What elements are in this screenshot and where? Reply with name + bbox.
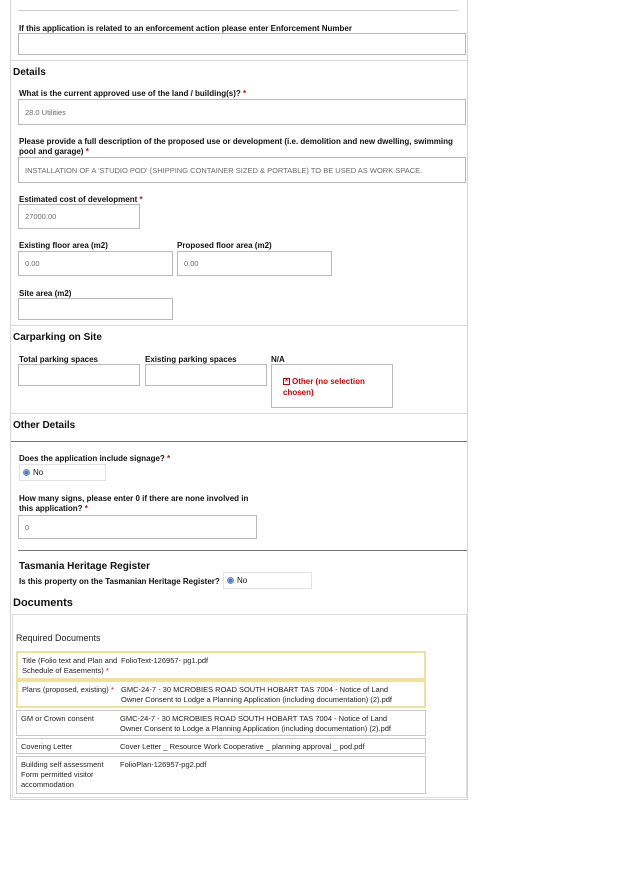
divider bbox=[11, 325, 467, 326]
enforcement-label: If this application is related to an enforcement action please enter Enforcement Number bbox=[19, 24, 352, 33]
na-label: N/A bbox=[271, 355, 285, 364]
enforcement-number-input[interactable] bbox=[18, 33, 466, 55]
documents-heading: Documents bbox=[13, 597, 73, 609]
heritage-heading: Tasmania Heritage Register bbox=[19, 561, 150, 572]
document-row[interactable]: Building self assessment Form permitted visitor accommodation FolioPlan-126957-pg2.pdf bbox=[16, 756, 426, 794]
proposed-floor-label: Proposed floor area (m2) bbox=[177, 241, 272, 250]
description-label: Please provide a full description of the proposed use or development (i.e. demolition and new dwelling, swimming pool and garage) * bbox=[19, 137, 453, 156]
site-area-label: Site area (m2) bbox=[19, 289, 72, 298]
proposed-floor-input[interactable]: 0.00 bbox=[177, 251, 332, 276]
existing-floor-label: Existing floor area (m2) bbox=[19, 241, 108, 250]
divider bbox=[11, 60, 467, 61]
required-documents-subheading: Required Documents bbox=[16, 633, 101, 643]
document-row[interactable]: Plans (proposed, existing) * GMC-24-7 - 30 MCROBIES ROAD SOUTH HOBART TAS 7004 - Notice of Land Owner Consent to Lodge a Planning Application (including documentation) (2).pdf bbox=[16, 680, 426, 708]
total-parking-label: Total parking spaces bbox=[19, 355, 98, 364]
radio-selected-icon bbox=[23, 469, 30, 476]
document-row[interactable]: Covering Letter Cover Letter _ Resource Work Cooperative _ planning approval _ pod.pdf bbox=[16, 738, 426, 754]
signage-label: Does the application include signage? * bbox=[19, 454, 171, 463]
signage-radio[interactable]: No bbox=[19, 464, 106, 481]
top-divider bbox=[18, 10, 458, 11]
document-row[interactable]: GM or Crown consent GMC-24-7 - 30 MCROBIES ROAD SOUTH HOBART TAS 7004 - Notice of Land Owner Consent to Lodge a Planning Application (including documentation) (2).pdf bbox=[16, 710, 426, 736]
description-input[interactable]: INSTALLATION OF A 'STUDIO POD' (SHIPPING CONTAINER SIZED & PORTABLE) TO BE USED AS WORK SPACE. bbox=[18, 157, 466, 183]
current-use-input[interactable]: 28.0 Utilities bbox=[18, 99, 466, 125]
existing-parking-input[interactable] bbox=[145, 364, 267, 386]
cost-label: Estimated cost of development * bbox=[19, 195, 143, 204]
section-divider bbox=[11, 441, 467, 442]
heritage-radio[interactable]: No bbox=[223, 572, 312, 589]
radio-selected-icon bbox=[227, 577, 234, 584]
heritage-question: Is this property on the Tasmanian Heritage Register? bbox=[19, 577, 220, 586]
divider bbox=[11, 413, 467, 414]
details-heading: Details bbox=[13, 67, 46, 78]
na-select[interactable]: × Other (no selection chosen) bbox=[271, 364, 393, 408]
existing-floor-input[interactable]: 0.00 bbox=[18, 251, 173, 276]
signs-count-label: How many signs, please enter 0 if there are none involved in this application? * bbox=[19, 494, 249, 513]
signs-count-input[interactable]: 0 bbox=[18, 515, 257, 539]
other-details-heading: Other Details bbox=[13, 420, 76, 431]
carparking-heading: Carparking on Site bbox=[13, 332, 102, 343]
cost-input[interactable]: 27000.00 bbox=[18, 204, 140, 229]
error-x-icon: × bbox=[284, 378, 289, 385]
total-parking-input[interactable] bbox=[18, 364, 140, 386]
existing-parking-label: Existing parking spaces bbox=[145, 355, 237, 364]
current-use-label: What is the current approved use of the land / building(s)? * bbox=[19, 89, 247, 98]
document-row[interactable]: Title (Folio text and Plan and Schedule of Easements) * FolioText-126957- pg1.pdf bbox=[16, 651, 426, 680]
site-area-input[interactable] bbox=[18, 298, 173, 320]
section-divider bbox=[18, 550, 467, 551]
